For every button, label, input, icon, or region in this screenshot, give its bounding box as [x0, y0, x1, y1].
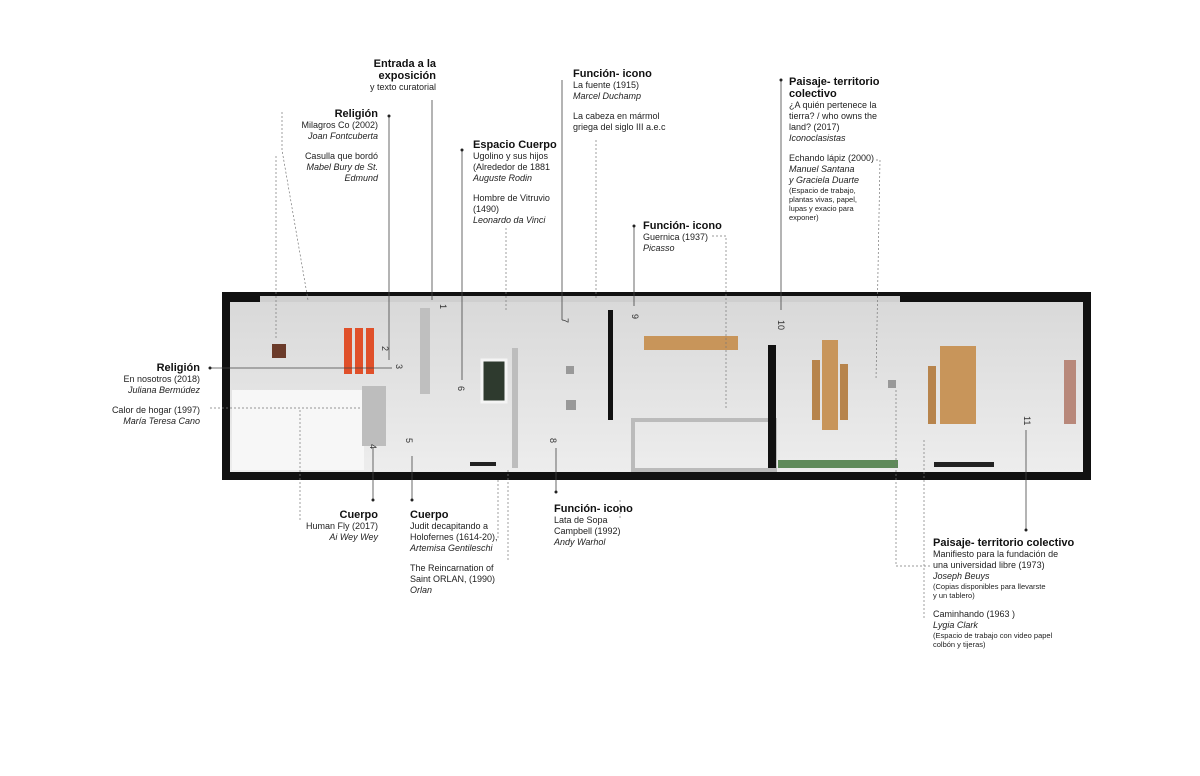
room-number: 2 — [380, 346, 390, 352]
wood-table — [840, 364, 848, 420]
artwork-title: una universidad libre (1973) — [933, 560, 1045, 570]
artist-name: Picasso — [643, 243, 675, 253]
label-title: Espacio Cuerpo — [473, 139, 557, 151]
note: (Espacio de trabajo con video papel — [933, 631, 1053, 640]
artist-name: Andy Warhol — [554, 537, 606, 547]
room-number: 6 — [456, 386, 466, 392]
note: plantas vivas, papel, — [789, 195, 857, 204]
artist-name: Leonardo da Vinci — [473, 215, 546, 225]
painting — [482, 360, 506, 402]
artist-name: Ai Wey Wey — [329, 532, 378, 542]
artwork-title: Lata de Sopa — [554, 515, 608, 525]
artwork-title: land? (2017) — [789, 122, 840, 132]
label-religion-left — [100, 362, 200, 427]
label-title: Religión — [156, 362, 200, 374]
artwork-title: Saint ORLAN, (1990) — [410, 574, 496, 584]
label-title: Religión — [334, 108, 378, 120]
artwork-title: En nosotros (2018) — [123, 374, 200, 384]
red-artwork — [344, 328, 352, 374]
artwork-title: Manifiesto para la fundación de — [933, 549, 1059, 559]
label-funcion-top — [573, 68, 666, 133]
artist-name: Joan Fontcuberta — [307, 131, 378, 141]
room-number: 10 — [776, 320, 786, 331]
partition — [768, 345, 776, 468]
label-paisaje-bottom — [933, 537, 1074, 649]
red-artwork — [355, 328, 363, 374]
room-number: 4 — [368, 444, 378, 450]
wood-table — [928, 366, 936, 424]
room-number: 1 — [438, 304, 448, 310]
label-title: Función- icono — [573, 68, 652, 80]
artwork-title: The Reincarnation of — [410, 563, 494, 573]
label-religion-top — [280, 108, 378, 184]
artist-name: Auguste Rodin — [473, 173, 533, 183]
artist-name: María Teresa Cano — [123, 416, 200, 426]
room-number: 11 — [1022, 416, 1032, 426]
red-artwork — [366, 328, 374, 374]
label-title: Entrada a la exposición — [373, 58, 436, 82]
artwork-title: Calor de hogar (1997) — [111, 405, 200, 415]
partition — [420, 308, 430, 394]
artwork-title: Guernica (1937) — [643, 232, 709, 242]
artist-name: y Graciela Duarte — [789, 175, 860, 185]
note: colbón y tijeras) — [933, 640, 986, 649]
label-sub: y texto curatorial — [369, 82, 436, 92]
label-paisaje-top — [789, 76, 879, 222]
label-title: Función- icono — [554, 503, 633, 515]
label-espacio-cuerpo — [473, 139, 557, 226]
artwork-title: Human Fly (2017) — [305, 521, 378, 531]
label-cuerpo-b — [410, 509, 498, 596]
artist-name: Lygia Clark — [933, 620, 978, 630]
artwork-title: La cabeza en mármol — [573, 111, 660, 121]
note: lupas y exacio para — [789, 204, 854, 213]
label-title: Paisaje- territorio — [789, 76, 880, 88]
artwork-title: Caminhando (1963 ) — [933, 609, 1016, 619]
label-title: Paisaje- territorio colectivo — [933, 537, 1075, 549]
room-number: 5 — [404, 438, 414, 444]
artist-name: Manuel Santana — [789, 164, 855, 174]
label-funcion-mid — [643, 220, 722, 254]
wood-table — [644, 336, 738, 350]
artist-name: Orlan — [410, 585, 433, 595]
artwork-title: Holofernes (1614-20), — [410, 532, 498, 542]
artwork-title: Ugolino y sus hijos — [473, 151, 549, 161]
wood-table — [822, 340, 838, 430]
note: (Espacio de trabajo, — [789, 186, 856, 195]
room-number: 8 — [548, 438, 558, 444]
partition — [512, 348, 518, 468]
artwork-title: La fuente (1915) — [573, 80, 640, 90]
artwork-title: (1490) — [473, 204, 500, 214]
artwork-title: Judit decapitando a — [410, 521, 489, 531]
label-title: colectivo — [789, 88, 837, 100]
artwork-title: Hombre de Vitruvio — [473, 193, 550, 203]
artwork-title: Campbell (1992) — [554, 526, 621, 536]
room-number: 9 — [630, 314, 640, 320]
label-title: Cuerpo — [339, 509, 378, 521]
label-title: Función- icono — [643, 220, 722, 232]
wood-table — [812, 360, 820, 420]
room-number: 3 — [394, 364, 404, 370]
wood-table — [940, 346, 976, 424]
room-number: 7 — [560, 318, 570, 324]
artwork-title: Milagros Co (2002) — [301, 120, 378, 130]
artwork-title: griega del siglo III a.e.c — [573, 122, 666, 132]
artist-name: Marcel Duchamp — [573, 91, 642, 101]
artwork-title: Casulla que bordó — [304, 151, 378, 161]
artwork-title: Echando lápiz (2000) — [789, 153, 875, 163]
label-title: Cuerpo — [410, 509, 449, 521]
artist-name: Mabel Bury de St. — [306, 162, 378, 172]
partition — [608, 310, 613, 420]
label-entrada — [340, 58, 436, 93]
light-room — [232, 390, 364, 470]
artist-name: Edmund — [344, 173, 378, 183]
label-cuerpo-a — [278, 509, 378, 543]
artwork-title: (Alrededor de 1881 — [473, 162, 551, 172]
artist-name: Joseph Beuys — [933, 571, 990, 581]
artwork-title: tierra? / who owns the — [789, 111, 878, 121]
artist-name: Artemisa Gentileschi — [410, 543, 493, 553]
artist-name: Juliana Bermúdez — [127, 385, 200, 395]
label-funcion-bottom — [554, 503, 633, 548]
note: exponer) — [789, 213, 819, 222]
artwork-title: ¿A quién pertenece la — [789, 100, 877, 110]
artist-name: Iconoclasistas — [789, 133, 846, 143]
note: (Copias disponibles para llevarste — [933, 582, 1046, 591]
note: y un tablero) — [933, 591, 975, 600]
